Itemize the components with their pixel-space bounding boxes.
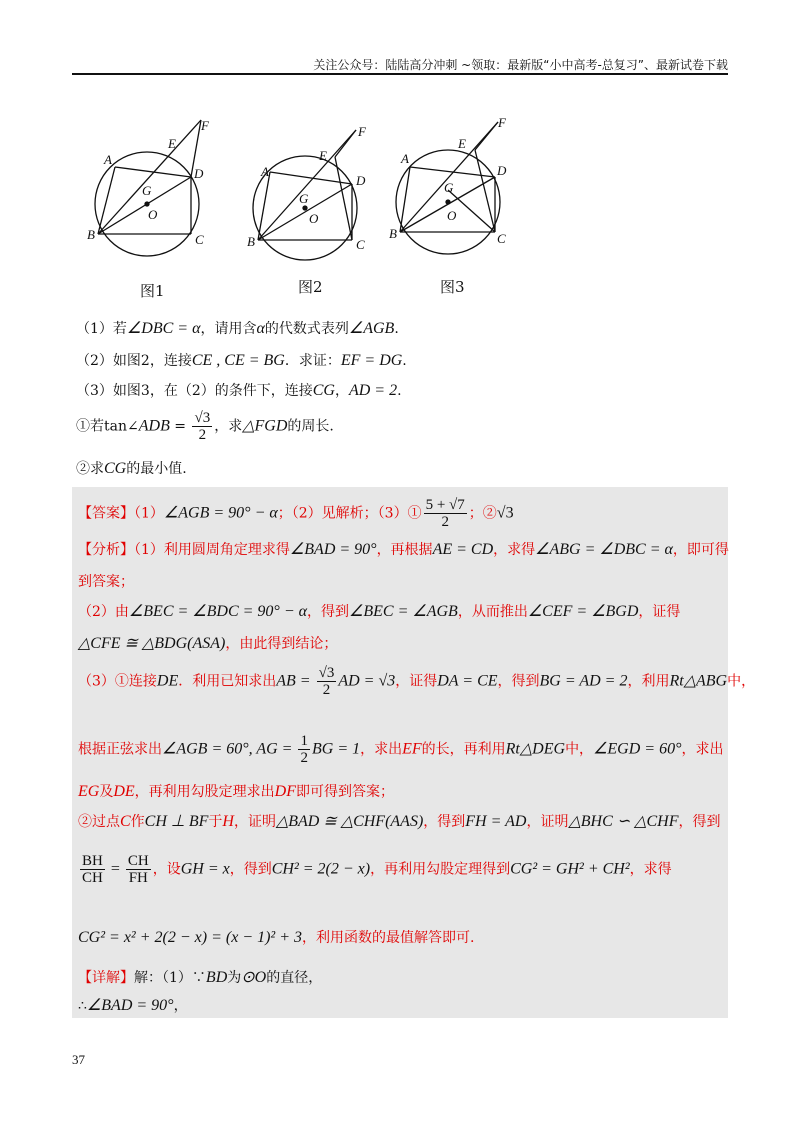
analysis-line-3e: $\frac{BH}{CH}$ = $\frac{CH}{FH}$ ，设GH = x，得到CH² = 2(2 − x)，再利用勾股定理得到CG² = GH² + CH²，求得	[82, 853, 672, 886]
page-header: 关注公众号：陆陆高分冲刺 ~领取：最新版“小中高考-总复习”、最新试卷下载	[313, 58, 728, 72]
question-3: （3）如图3，在（2）的条件下，连接CG，AD = 2.	[76, 382, 402, 399]
detail-line-2: ∴∠BAD = 90°，	[78, 997, 188, 1014]
analysis-line-3b: 根据正弦求出∠AGB = 60°, AG = $\frac{1}{2}$ BG = 1，求出EF的长，再利用Rt△DEG中，∠EGD = 60°，求出	[78, 733, 724, 766]
label-d-1: D	[194, 166, 204, 181]
label-c-2: C	[356, 237, 365, 252]
label-a-2: A	[261, 164, 269, 179]
caption-figure-2: 图2	[298, 278, 323, 296]
solution-panel	[72, 487, 756, 1018]
caption-figure-1: 图1	[140, 282, 165, 300]
label-f-3: F	[498, 115, 506, 130]
label-g-3: G	[444, 180, 454, 195]
label-c-1: C	[195, 232, 204, 247]
label-d-2: D	[356, 173, 366, 188]
question-2: （2）如图2，连接CE , CE = BG．求证：EF = DG.	[76, 352, 407, 369]
label-f-2: F	[358, 124, 366, 139]
label-g-2: G	[299, 191, 309, 206]
analysis-line-1b: 到答案；	[78, 574, 134, 590]
label-b-1: B	[87, 227, 95, 242]
analysis-line-2b: △CFE ≅ △BDG(ASA)，由此得到结论；	[78, 635, 338, 652]
page-number: 37	[72, 1052, 85, 1067]
analysis-line-3d: ②过点C作CH ⊥ BF于H，证明△BAD ≅ △CHF(AAS)，得到FH = AD，证明△BHC ∽ △CHF，得到	[78, 813, 721, 830]
label-o-1: O	[148, 207, 158, 222]
analysis-line-2: （2）由∠BEC = ∠BDC = 90° − α，得到∠BEC = ∠AGB，从而推出∠CEF = ∠BGD，证得	[78, 603, 681, 620]
label-a-1: A	[104, 152, 112, 167]
question-1: （1）若∠DBC = α，请用含α的代数式表列∠AGB.	[76, 320, 399, 337]
label-d-3: D	[497, 163, 507, 178]
label-e-2: E	[319, 148, 327, 163]
label-e-3: E	[458, 136, 466, 151]
answer-line: 【答案】（1）∠AGB = 90° − α；（2）见解析；（3）① $\frac{5 + √7}{2}$ ；②√3	[78, 497, 514, 530]
header-rule	[72, 73, 728, 75]
label-b-3: B	[389, 226, 397, 241]
question-3-sub-2: ②求CG的最小值.	[76, 460, 187, 477]
analysis-line-3c: EG及DE，再利用勾股定理求出DF即可得到答案；	[78, 783, 394, 800]
label-g-1: G	[142, 183, 152, 198]
detail-line-1: 【详解】解：（1）∵BD为⊙O的直径，	[78, 969, 323, 986]
label-c-3: C	[497, 231, 506, 246]
label-o-2: O	[309, 211, 319, 226]
label-o-3: O	[447, 208, 457, 223]
analysis-line-1: 【分析】（1）利用圆周角定理求得∠BAD = 90°，再根据AE = CD，求得∠ABG = ∠DBC = α，即可得	[78, 541, 729, 558]
label-a-3: A	[401, 151, 409, 166]
label-b-2: B	[247, 234, 255, 249]
analysis-line-3f: CG² = x² + 2(2 − x) = (x − 1)² + 3，利用函数的最值解答即可.	[78, 929, 475, 946]
label-e-1: E	[168, 136, 176, 151]
label-f-1: F	[201, 118, 209, 133]
geometry-figures	[80, 112, 520, 302]
caption-figure-3: 图3	[440, 278, 465, 296]
analysis-line-3: （3）①连接DE．利用已知求出AB = $\frac{√3}{2}$ AD = √3，证得DA = CE，得到BG = AD = 2，利用Rt△ABG中，	[78, 665, 756, 698]
question-3-sub-1: ①若tan∠ADB = $\frac{√3}{2}$ ，求△FGD的周长.	[76, 410, 334, 443]
